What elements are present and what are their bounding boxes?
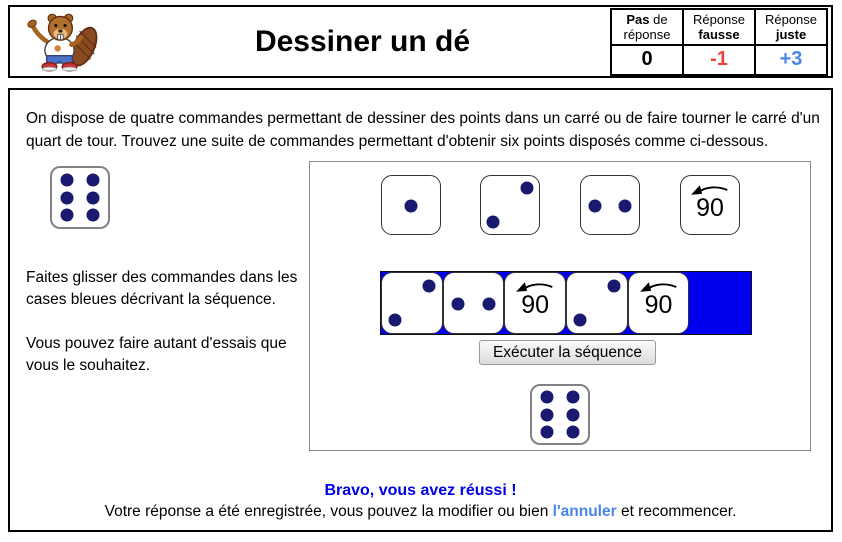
sequence-tile-dot-diagonal[interactable] bbox=[381, 272, 443, 334]
rotate-angle-label: 90 bbox=[696, 194, 724, 222]
task-statement: On dispose de quatre commandes permettant de dessiner des points dans un carré ou de faire tourner le carré d'un quart de tour. Trouvez une suite de commandes permettant d'obtenir six points disposés comme ci-dessous. bbox=[26, 110, 820, 150]
score-label: de bbox=[653, 11, 668, 27]
die-pip bbox=[451, 298, 464, 311]
page-title: Dessiner un dé bbox=[254, 24, 471, 58]
hints bbox=[26, 267, 318, 399]
score-right-value: +3 bbox=[755, 45, 827, 75]
exercise-area bbox=[8, 88, 833, 532]
drag-hint: Faites glisser des commandes dans les cases bleues décrivant la séquence. bbox=[26, 269, 298, 308]
die-pip bbox=[567, 408, 580, 421]
die-pip bbox=[573, 314, 586, 327]
die-pip bbox=[567, 425, 580, 438]
rotate-angle-label: 90 bbox=[644, 291, 673, 319]
saved-message-suffix: et recommencer. bbox=[620, 503, 737, 520]
command-tile-dot-horizontal[interactable] bbox=[580, 175, 640, 235]
score-header-row bbox=[611, 9, 827, 45]
sequence-slot-1[interactable] bbox=[381, 272, 443, 334]
die-pip bbox=[60, 173, 73, 186]
sequence-tile-dot-horizontal[interactable] bbox=[443, 272, 505, 334]
command-tile-dot-center[interactable] bbox=[381, 175, 441, 235]
sequence-tile-rotate-90[interactable] bbox=[504, 272, 566, 334]
score-header-no-answer bbox=[611, 9, 683, 45]
saved-message-prefix: Votre réponse a été enregistrée, vous pouvez la modifier ou bien bbox=[104, 503, 549, 520]
score-no-answer-value: 0 bbox=[611, 45, 683, 75]
score-label: réponse bbox=[623, 26, 671, 42]
execute-sequence-button[interactable]: Exécuter la séquence bbox=[479, 340, 656, 365]
die-pip bbox=[60, 191, 73, 204]
rotate-angle-label: 90 bbox=[521, 291, 550, 319]
score-table bbox=[610, 8, 828, 76]
die-pip bbox=[487, 215, 500, 228]
die-pip bbox=[540, 391, 553, 404]
score-label-bold: juste bbox=[775, 26, 807, 42]
cancel-answer-link[interactable]: l'annuler bbox=[552, 503, 617, 520]
sequence-strip bbox=[380, 271, 752, 335]
sequence-slot-6[interactable] bbox=[689, 272, 751, 334]
sequence-tile-dot-diagonal[interactable] bbox=[566, 272, 628, 334]
die-pip bbox=[540, 425, 553, 438]
die-pip bbox=[540, 408, 553, 421]
die-pip bbox=[567, 391, 580, 404]
die-pip bbox=[483, 298, 496, 311]
command-tile-rotate-90[interactable] bbox=[680, 175, 740, 235]
result-die bbox=[530, 384, 590, 445]
workspace-panel bbox=[309, 161, 811, 451]
sequence-tile-rotate-90[interactable] bbox=[628, 272, 690, 334]
die-pip bbox=[423, 279, 436, 292]
die-pip bbox=[520, 182, 533, 195]
die-pip bbox=[588, 200, 601, 213]
sequence-slot-5[interactable] bbox=[628, 272, 690, 334]
score-header-right bbox=[755, 9, 827, 45]
score-header-wrong bbox=[683, 9, 755, 45]
score-wrong-value: -1 bbox=[683, 45, 755, 75]
target-die bbox=[50, 166, 110, 229]
sequence-slot-4[interactable] bbox=[566, 272, 628, 334]
die-pip bbox=[87, 209, 100, 222]
die-pip bbox=[87, 191, 100, 204]
die-pip bbox=[619, 200, 632, 213]
score-label-bold: fausse bbox=[698, 26, 740, 42]
sequence-slot-3[interactable] bbox=[504, 272, 566, 334]
beaver-mascot-icon bbox=[15, 10, 115, 74]
command-palette bbox=[310, 162, 810, 252]
die-pip bbox=[60, 209, 73, 222]
score-label-bold: Pas bbox=[626, 11, 650, 27]
die-pip bbox=[87, 173, 100, 186]
success-message: Bravo, vous avez réussi ! bbox=[324, 482, 517, 499]
score-label: Réponse bbox=[764, 11, 818, 27]
sequence-slot-2[interactable] bbox=[443, 272, 505, 334]
die-pip bbox=[405, 200, 418, 213]
retry-hint: Vous pouvez faire autant d'essais que vous le souhaitez. bbox=[26, 335, 287, 374]
score-label: Réponse bbox=[692, 11, 746, 27]
die-pip bbox=[608, 279, 621, 292]
score-value-row bbox=[611, 45, 827, 75]
command-tile-dot-diagonal[interactable] bbox=[480, 175, 540, 235]
die-pip bbox=[388, 314, 401, 327]
header bbox=[8, 5, 833, 78]
saved-message bbox=[10, 503, 831, 521]
